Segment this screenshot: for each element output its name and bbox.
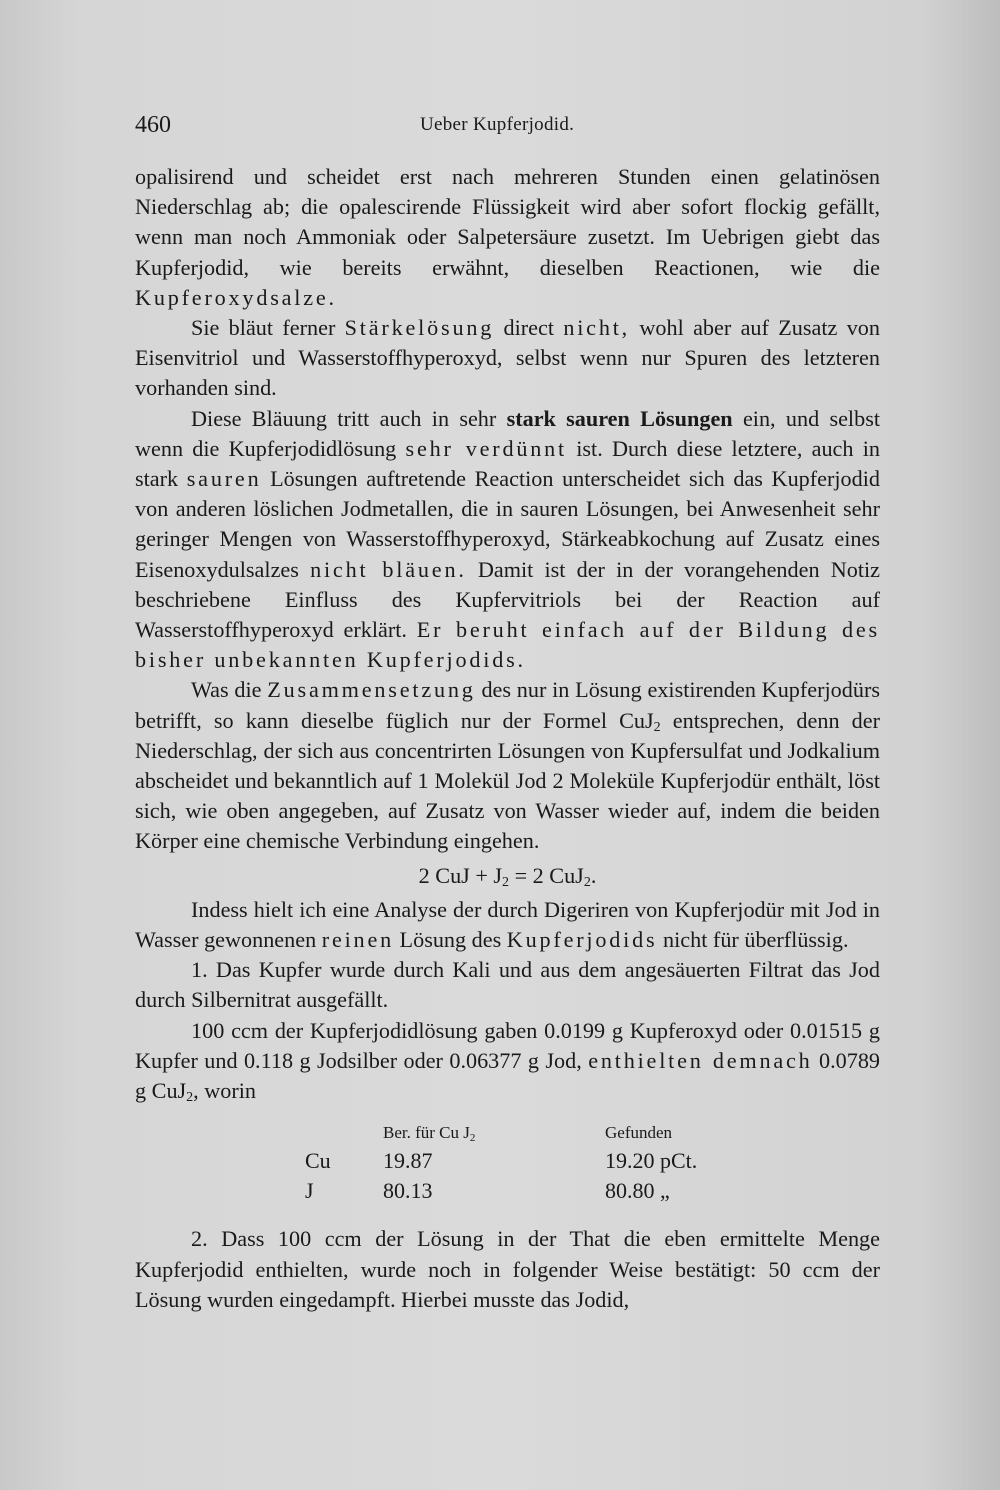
running-title: Ueber Kupferjodid. xyxy=(420,114,575,135)
element-cell: J xyxy=(305,1178,314,1204)
table-header-row xyxy=(305,1120,805,1146)
paragraph-2: Sie bläut ferner Stärkelösung direct nicht, wohl aber auf Zusatz von Eisenvitriol und Wasserstoffhyperoxyd, selbst wenn nur Spuren des letzteren vorhanden sind. xyxy=(135,315,880,401)
header-calculated: Ber. für Cu $J_2$ xyxy=(383,1123,476,1145)
results-table xyxy=(305,1120,805,1206)
body-text xyxy=(135,162,880,1315)
paragraph-7: 100 ccm der Kupferjodidlösung gaben 0.0199 g Kupferoxyd oder 0.01515 g Kupfer und 0.118 g Jodsilber oder 0.06377 g Jod, enthielten demnach 0.0789 g CuJ$_2$, worin xyxy=(135,1017,881,1106)
element-cell: Cu xyxy=(305,1148,331,1174)
calculated-cell: 80.13 xyxy=(383,1178,433,1204)
table-row xyxy=(305,1176,805,1206)
table-row xyxy=(305,1146,805,1176)
page-number: 460 xyxy=(135,112,171,138)
reaction-equation: 2 CuJ + $J_2 = 2$ CuJ$_2$. xyxy=(418,862,597,890)
calculated-cell: 19.87 xyxy=(383,1148,433,1174)
paragraph-3: Diese Bläuung tritt auch in sehr stark sauren Lösungen ein, und selbst wenn die Kupferjodidlösung sehr verdünnt ist. Durch diese letztere, auch in stark sauren Lösungen auftretende Reaction unterscheidet sich das Kupferjodid von anderen löslichen Jodmetallen, die in sauren Lösungen, bei Anwesenheit sehr geringer Mengen von Wasserstoffhyperoxyd, Stärkeabkochung auf Zusatz eines Eisenoxydulsalzes nicht bläuen. Damit ist der in der vorangehenden Notiz beschriebene Einfluss des Kupfervitriols bei der Reaction auf Wasserstoffhyperoxyd erklärt. Er beruht einfach auf der Bildung des bisher unbekannten Kupferjodids. xyxy=(135,405,881,673)
header-found: Gefunden xyxy=(605,1123,673,1143)
paragraph-4: Was die Zusammensetzung des nur in Lösung existirenden Kupferjodürs betrifft, so kann dieselbe füglich nur der Formel CuJ$_2$ entsprechen, denn der Niederschlag, der sich aus concentrirten Lösungen von Kupfersulfat und Jodkalium abscheidet und bekanntlich auf 1 Molekül Jod 2 Moleküle Kupferjodür enthält, löst sich, wie oben angegeben, auf Zusatz von Wasser wieder auf, indem die beiden Körper eine chemische Verbindung eingehen. xyxy=(135,677,881,854)
paragraph-1: opalisirend und scheidet erst nach mehreren Stunden einen gelatinösen Niederschlag ab; die opalescirende Flüssigkeit wird aber sofort flockig gefällt, wenn man noch Ammoniak oder Salpetersäure zusetzt. Im Uebrigen giebt das Kupferjodid, wie bereits erwähnt, dieselben Reactionen, wie die Kupferoxydsalze. xyxy=(135,164,880,310)
paragraph-6: 1. Das Kupfer wurde durch Kali und aus dem angesäuerten Filtrat das Jod durch Silbernitrat ausgefällt. xyxy=(135,957,880,1013)
paragraph-8: 2. Dass 100 ccm der Lösung in der That die eben ermittelte Menge Kupferjodid enthielten, wurde noch in folgender Weise bestätigt: 50 ccm der Lösung wurden eingedampft. Hierbei musste das Jodid, xyxy=(135,1226,880,1312)
paragraph-5: Indess hielt ich eine Analyse der durch Digeriren von Kupferjodür mit Jod in Wasser gewonnenen reinen Lösung des Kupferjodids nicht für überflüssig. xyxy=(135,896,880,953)
found-cell: 19.20 pCt. xyxy=(605,1148,698,1174)
page-header xyxy=(135,112,880,146)
found-cell: 80.80 „ xyxy=(605,1178,670,1204)
